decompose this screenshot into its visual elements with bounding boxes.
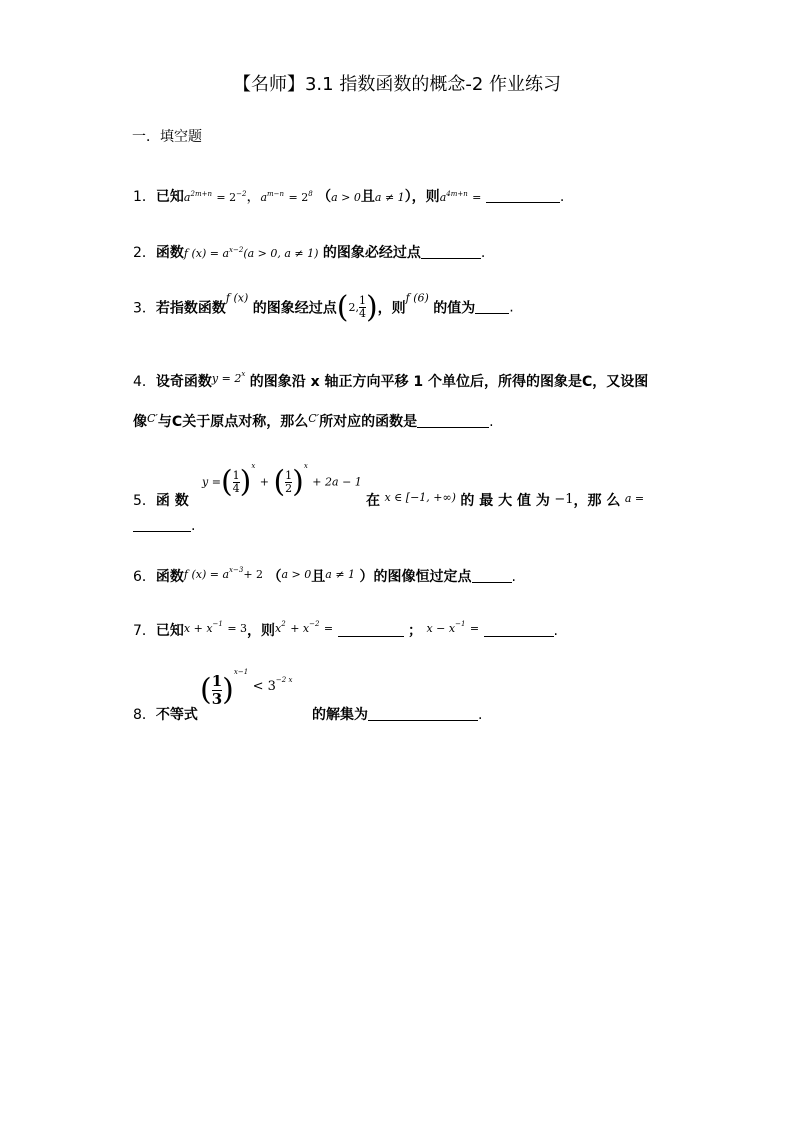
q5-f2-denominator: 2 bbox=[285, 481, 293, 495]
q6-cond1: a > 0 bbox=[281, 568, 312, 581]
question-6 bbox=[133, 566, 516, 586]
q4-cprime: C′ bbox=[147, 412, 158, 425]
q8-fraction bbox=[212, 673, 222, 708]
q3-then: ，则 bbox=[377, 300, 406, 317]
q8-open-paren: ( bbox=[200, 672, 212, 708]
q2-lead: 函数 bbox=[155, 245, 184, 261]
q2-cond: (a > 0, a ≠ 1) bbox=[243, 247, 319, 260]
q5-f2-numerator: 1 bbox=[285, 468, 293, 482]
q5-ask: a = bbox=[624, 492, 645, 505]
q8-lead: 不等式 bbox=[155, 707, 198, 723]
q7-answer-blank-1[interactable] bbox=[338, 624, 404, 637]
q4-y-exp: x bbox=[241, 370, 246, 378]
q1-cond2: a ≠ 1 bbox=[374, 191, 405, 204]
question-7 bbox=[133, 620, 558, 640]
q7-ask2: x − x bbox=[426, 622, 456, 635]
q8-end: . bbox=[478, 707, 483, 723]
q1-eq1-base: a bbox=[183, 191, 191, 204]
q1-eq1-exp: 2m+n bbox=[190, 190, 212, 198]
q7-given-exp: −1 bbox=[212, 620, 223, 628]
q1-cond1: a > 0 bbox=[331, 191, 361, 204]
q3-f6: f (6) bbox=[405, 291, 429, 305]
q6-cond-close: ）的图像恒过定点 bbox=[359, 569, 472, 585]
q5-tail: 的 最 大 值 为 bbox=[460, 493, 550, 509]
q5-formula bbox=[202, 462, 362, 500]
q7-then: ，则 bbox=[247, 623, 276, 639]
q5-lead: 函 数 bbox=[155, 493, 189, 509]
q4-end: . bbox=[489, 414, 494, 430]
question-1 bbox=[133, 186, 564, 206]
q4-line2-c: 所对应的函数是 bbox=[319, 414, 418, 430]
q6-number: 6． bbox=[133, 569, 156, 585]
q5-f1-open-paren: ( bbox=[220, 464, 233, 500]
q1-eq1-rhs: = 2 bbox=[216, 191, 237, 204]
q5-domain: x ∈ [−1, +∞) bbox=[384, 491, 456, 504]
q5-answer-blank[interactable] bbox=[133, 519, 191, 532]
q2-expr-exp: x−2 bbox=[229, 246, 244, 254]
q3-tail: 的值为 bbox=[433, 300, 476, 317]
q5-f1-numerator: 1 bbox=[232, 468, 240, 482]
section-heading: 一．填空题 bbox=[132, 129, 202, 145]
q8-tail: 的解集为 bbox=[312, 707, 368, 723]
q8-rhs-exp: −2 x bbox=[275, 676, 293, 684]
q7-ask1-b-exp: −2 bbox=[309, 620, 320, 628]
q4-line1-a: 设奇函数 bbox=[155, 374, 212, 390]
q6-expr-exp: x−3 bbox=[229, 566, 244, 574]
q2-expr: f (x) = a bbox=[183, 247, 230, 260]
question-8 bbox=[133, 704, 198, 724]
q7-given-rhs: = 3 bbox=[227, 622, 248, 635]
q7-ask2-exp: −1 bbox=[455, 620, 466, 628]
question-5-line-1 bbox=[133, 490, 189, 510]
q1-eq2-rhs: = 2 bbox=[288, 191, 309, 204]
q4-line2-b: 与C关于原点对称，那么 bbox=[157, 414, 309, 430]
q1-eq2-base: a bbox=[260, 191, 268, 204]
q8-answer-blank[interactable] bbox=[368, 708, 478, 721]
page-title: 【名师】3.1 指数函数的概念-2 作业练习 bbox=[232, 74, 561, 95]
q4-number: 4． bbox=[133, 374, 156, 390]
question-4-line-1 bbox=[133, 370, 648, 391]
question-3 bbox=[133, 290, 514, 325]
q2-answer-blank[interactable] bbox=[421, 246, 481, 259]
q4-line1-b: 的图象沿 x 轴正方向平移 1 个单位后，所得的图象是C，又设图 bbox=[249, 374, 649, 390]
q1-end: . bbox=[559, 189, 565, 205]
q6-cond-and: 且 bbox=[311, 569, 326, 585]
q5-rest: + 2a − 1 bbox=[312, 475, 362, 489]
q4-answer-blank[interactable] bbox=[417, 415, 489, 428]
q5-f1-close-paren: ) bbox=[239, 464, 252, 500]
q8-formula bbox=[200, 668, 292, 708]
q5-fraction-1 bbox=[233, 470, 240, 495]
q1-cond-and: 且 bbox=[360, 189, 375, 205]
q8-close-paren: ) bbox=[222, 672, 234, 708]
q7-given: x + x bbox=[183, 622, 213, 635]
q7-number: 7． bbox=[133, 623, 156, 639]
q1-ask-exp: 4m+n bbox=[446, 190, 468, 198]
q6-end: . bbox=[511, 569, 516, 585]
q7-ask1-b: + x bbox=[290, 622, 310, 635]
q3-lead: 若指数函数 bbox=[155, 300, 226, 317]
question-4-line-2 bbox=[133, 411, 494, 431]
q5-then: ，那 么 bbox=[573, 493, 621, 509]
q7-ask2-eq: = bbox=[469, 622, 480, 635]
q4-line2-a: 像 bbox=[133, 414, 147, 430]
q1-number: 1． bbox=[133, 189, 156, 205]
q7-end: . bbox=[553, 623, 558, 639]
q6-cond-open: （ bbox=[267, 569, 282, 585]
q2-tail: 的图象必经过点 bbox=[322, 245, 421, 261]
q5-number: 5． bbox=[133, 493, 156, 509]
q1-sep: ， bbox=[246, 189, 261, 205]
q7-ask1-exp: 2 bbox=[281, 620, 286, 628]
question-5-line-1-right bbox=[366, 490, 644, 510]
q5-end: . bbox=[191, 518, 196, 534]
q3-mid: 的图象经过点 bbox=[252, 300, 337, 317]
q3-point-fraction bbox=[359, 295, 366, 320]
q1-eq2-exp: m−n bbox=[267, 190, 285, 198]
question-2 bbox=[133, 242, 485, 262]
q5-plus: + bbox=[259, 475, 269, 489]
q1-eq2-rhs-exp: 8 bbox=[308, 190, 313, 198]
q3-answer-blank[interactable] bbox=[475, 301, 509, 314]
q1-ask-eq: = bbox=[472, 191, 482, 204]
question-5-line-2 bbox=[133, 518, 195, 534]
q1-cond-open: （ bbox=[317, 189, 332, 205]
q5-f2-open-paren: ( bbox=[273, 464, 286, 500]
q3-number: 3． bbox=[133, 300, 156, 317]
q2-number: 2． bbox=[133, 245, 156, 261]
q4-y-expr: y = 2 bbox=[211, 372, 242, 385]
q3-point-denominator: 4 bbox=[358, 307, 366, 320]
q7-ask1: x bbox=[275, 622, 282, 635]
q8-number: 8． bbox=[133, 707, 156, 723]
q5-in: 在 bbox=[366, 493, 380, 509]
question-8-tail bbox=[312, 704, 482, 724]
q3-point-numerator: 1 bbox=[358, 294, 366, 307]
q5-f1-exp: x bbox=[251, 462, 256, 470]
q1-eq1-rhs-exp: −2 bbox=[236, 190, 247, 198]
q5-value: −1 bbox=[554, 492, 574, 507]
q1-cond-close: ），则 bbox=[404, 189, 440, 205]
q8-exp: x−1 bbox=[233, 668, 249, 676]
q4-cprime-2: C′ bbox=[308, 412, 320, 425]
q6-lead: 函数 bbox=[155, 569, 184, 585]
q6-expr: f (x) = a bbox=[183, 568, 230, 581]
q5-y-lhs: y = bbox=[202, 475, 221, 489]
q7-ask1-eq: = bbox=[323, 622, 334, 635]
q3-point-close-paren: ) bbox=[365, 290, 378, 325]
q6-cond2: a ≠ 1 bbox=[325, 568, 356, 581]
q3-point-x: 2, bbox=[348, 301, 359, 314]
q6-expr-rest: + 2 bbox=[243, 568, 264, 581]
q3-point-open-paren: ( bbox=[336, 290, 349, 325]
q7-semicolon: ； bbox=[408, 623, 423, 639]
q5-f1-denominator: 4 bbox=[232, 481, 240, 495]
q7-lead: 已知 bbox=[155, 623, 184, 639]
q5-f2-close-paren: ) bbox=[292, 464, 304, 500]
q1-answer-blank[interactable] bbox=[486, 190, 560, 203]
q2-end: . bbox=[480, 245, 486, 261]
q8-numerator: 1 bbox=[211, 671, 223, 690]
q7-answer-blank-2[interactable] bbox=[484, 624, 554, 637]
q1-lead: 已知 bbox=[155, 189, 184, 205]
q6-answer-blank[interactable] bbox=[472, 570, 512, 583]
q3-end: . bbox=[509, 299, 514, 316]
q1-ask-base: a bbox=[439, 191, 447, 204]
q8-lt: < 3 bbox=[252, 679, 276, 694]
q3-fx: f (x) bbox=[225, 291, 249, 305]
q5-f2-exp: x bbox=[303, 462, 308, 470]
q8-denominator: 3 bbox=[211, 689, 223, 708]
